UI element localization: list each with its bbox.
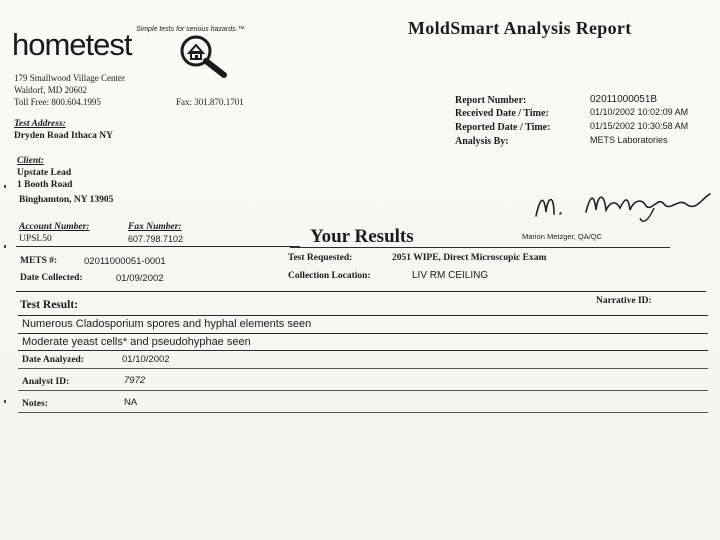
fax-number-value: 607.798.7102 [128, 234, 184, 244]
test-requested-value: 2051 WIPE, Direct Microscopic Exam [392, 253, 547, 263]
test-requested-label: Test Requested: [288, 253, 353, 263]
analysis-by-value: METS Laboratories [590, 135, 668, 145]
fax-number-label: Fax Number: [128, 222, 182, 232]
mets-label: METS #: [20, 256, 58, 266]
brand-tagline: Simple tests for serious hazards.™ [136, 26, 245, 33]
analyst-id-label: Analyst ID: [22, 377, 70, 387]
magnifier-house-icon [176, 31, 230, 79]
date-collected-value: 01/09/2002 [116, 273, 164, 284]
client-line1: Upstate Lead [17, 168, 72, 178]
client-line2: 1 Booth Road [17, 180, 73, 190]
received-label: Received Date / Time: [455, 108, 549, 119]
reported-value: 01/15/2002 10:30:58 AM [590, 121, 689, 131]
account-number-value: UPSL50 [19, 234, 52, 244]
company-fax: Fax: 301.870.1701 [176, 97, 244, 107]
notes-value: NA [124, 397, 138, 408]
divider-line [18, 350, 708, 351]
scan-mark [4, 245, 6, 248]
report-title: MoldSmart Analysis Report [408, 18, 632, 38]
narrative-id-label: Narrative ID: [596, 296, 652, 306]
divider-line [290, 247, 670, 248]
report-number-value: 02011000051B [590, 94, 658, 105]
notes-label: Notes: [22, 399, 48, 409]
scan-mark [4, 400, 6, 403]
divider-line [18, 315, 708, 316]
test-address-value: Dryden Road Ithaca NY [14, 131, 113, 141]
divider-line [16, 246, 300, 247]
divider-line [18, 333, 708, 334]
account-number-label: Account Number: [19, 222, 90, 232]
client-line3: Binghamton, NY 13905 [19, 195, 114, 205]
reported-label: Reported Date / Time: [455, 122, 551, 133]
date-collected-label: Date Collected: [20, 273, 83, 283]
report-number-label: Report Number: [455, 95, 527, 106]
brand-logo-text: hometest [12, 27, 132, 62]
divider-line [18, 368, 708, 369]
company-address-line1: 179 Smallwood Village Center [14, 73, 126, 83]
test-result-label: Test Result: [20, 299, 79, 311]
company-address-line2: Waldorf, MD 20602 [14, 85, 88, 95]
analysis-by-label: Analysis By: [455, 136, 509, 147]
result-line: Numerous Cladosporium spores and hyphal elements seen [22, 318, 312, 330]
result-line: Moderate yeast cells* and pseudohyphae seen [22, 336, 251, 348]
handwritten-signature [530, 182, 716, 226]
client-label: Client: [17, 156, 44, 166]
test-address-label: Test Address: [14, 119, 66, 129]
mets-value: 02011000051-0001 [84, 256, 166, 267]
received-value: 01/10/2002 10:02:09 AM [590, 107, 689, 117]
scan-mark [4, 185, 6, 188]
analyst-id-value: 7972 [124, 375, 146, 386]
collection-location-label: Collection Location: [288, 271, 371, 281]
your-results-heading: Your Results [310, 226, 414, 247]
date-analyzed-value: 01/10/2002 [122, 354, 170, 365]
divider-line [18, 390, 708, 391]
company-toll-free: Toll Free: 800.604.1995 [14, 97, 101, 107]
divider-line [16, 291, 706, 292]
divider-line [18, 412, 708, 413]
date-analyzed-label: Date Analyzed: [22, 355, 85, 365]
signer-name: Marion Metzger, QA/QC [522, 232, 603, 241]
collection-location-value: LIV RM CEILING [412, 270, 489, 281]
